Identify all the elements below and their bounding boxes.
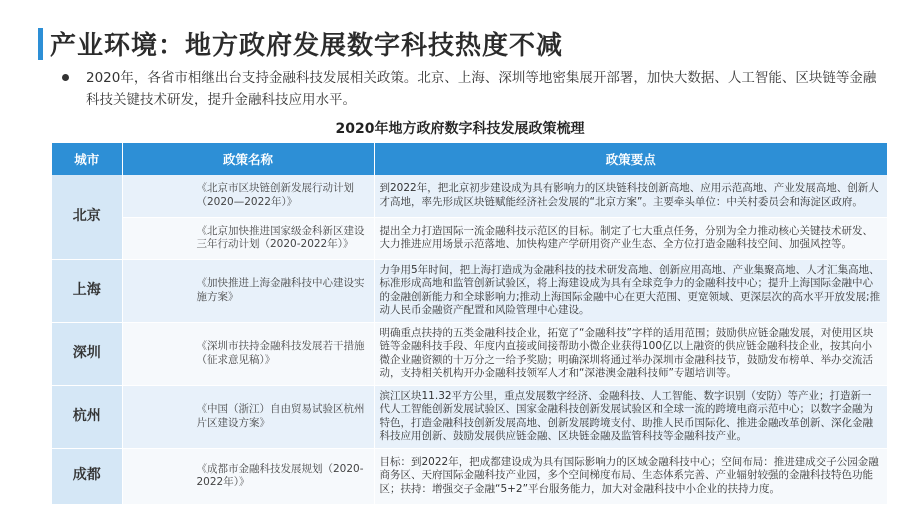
- header-city: 城市: [52, 143, 122, 175]
- intro-paragraph: 2020年，各省市相继出台支持金融科技发展相关政策。北京、上海、深圳等地密集展开部署，加快大数据、人工智能、区块链等金融科技关键技术研发，提升金融科技应用水平。: [86, 70, 877, 108]
- key-points-cell: 力争用5年时间，把上海打造成为金融科技的技术研发高地、创新应用高地、产业集聚高地、人才汇集高地、标准形成高地和监管创新试验区，将上海建设成为具有全球竞争力的金融科技中心；提升上海国际金融中心的金融创新能力和全球影响力;推动上海国际金融中心在更大范围、更宽领域、更深层次的高水平开放发展;推动人民币金融资产配置和风险管理中心建设。: [374, 259, 888, 322]
- table-row: [52, 217, 888, 259]
- bullet-dot: [62, 74, 69, 81]
- policy-cell: 《加快推进上海金融科技中心建设实施方案》: [122, 259, 374, 322]
- policy-cell: 《北京加快推进国家级金科新区建设三年行动计划（2020-2022年）》: [122, 217, 374, 259]
- title-accent-bar: [38, 28, 43, 60]
- policy-cell: 《深圳市扶持金融科技发展若干措施（征求意见稿）》: [122, 322, 374, 385]
- city-cell: 北京: [52, 175, 122, 259]
- page-title: 产业环境：地方政府发展数字科技热度不减: [50, 31, 564, 61]
- policy-table: [52, 143, 888, 505]
- table-row: [52, 322, 888, 385]
- table-row: [52, 448, 888, 504]
- table-header-row: [52, 143, 888, 175]
- header-key-points: 政策要点: [374, 143, 888, 175]
- city-cell: 杭州: [52, 385, 122, 448]
- city-cell: 成都: [52, 448, 122, 504]
- table-row: [52, 385, 888, 448]
- city-cell: 深圳: [52, 322, 122, 385]
- policy-cell: 《北京市区块链创新发展行动计划（2020—2022年）》: [122, 175, 374, 217]
- table-row: [52, 259, 888, 322]
- key-points-cell: 提出全力打造国际一流金融科技示范区的目标。制定了七大重点任务，分别为全力推动核心关键技术研发、大力推进应用场景示范落地、加快构建产学研用资产业生态、全方位打造金融科技空间、加强风控等。: [374, 217, 888, 259]
- table-title: 2020年地方政府数字科技发展政策梳理: [335, 121, 585, 137]
- key-points-cell: 明确重点扶持的五类金融科技企业，拓宽了“金融科技”字样的适用范围；鼓励供应链金融发展，对使用区块链等金融科技手段、年度内直接或间接帮助小微企业获得100亿以上融资的供应链金融科技企业，按其向小微企业融资额的十万分之一给予奖励；明确深圳将通过举办深圳市金融科技节，鼓励发布榜单、举办交流活动，支持相关机构开办金融科技领军人才和“深港澳金融科技师”专题培训等。: [374, 322, 888, 385]
- policy-cell: 《成都市金融科技发展规划（2020-2022年）》: [122, 448, 374, 504]
- key-points-cell: 到2022年，把北京初步建设成为具有影响力的区块链科技创新高地、应用示范高地、产业发展高地、创新人才高地，率先形成区块链赋能经济社会发展的“北京方案”。主要牵头单位：中关村委员会和海淀区政府。: [374, 175, 888, 217]
- policy-cell: 《中国（浙江）自由贸易试验区杭州片区建设方案》: [122, 385, 374, 448]
- city-cell: 上海: [52, 259, 122, 322]
- table-row: [52, 175, 888, 217]
- header-policy: 政策名称: [122, 143, 374, 175]
- key-points-cell: 滨江区块11.32平方公里，重点发展数字经济、金融科技、人工智能、数字识别（安防）等产业；打造新一代人工智能创新发展试验区、国家金融科技创新发展试验区和全球一流的跨境电商示范中心；以数字金融为特色，打造金融科技创新发展高地、创新发展跨境支付、助推人民币国际化、推进金融改革创新、深化金融科技应用创新、鼓励发展供应链金融、区块链金融及监管科技等金融科技产业。: [374, 385, 888, 448]
- key-points-cell: 目标：到2022年，把成都建设成为具有国际影响力的区域金融科技中心；空间布局：推进建成交子公园金融商务区、天府国际金融科技产业园，多个空间梯度布局、生态体系完善、产业辐射较强的金融科技特色功能区；扶持：增强交子金融“5+2”平台服务能力，加大对金融科技中小企业的扶持力度。: [374, 448, 888, 504]
